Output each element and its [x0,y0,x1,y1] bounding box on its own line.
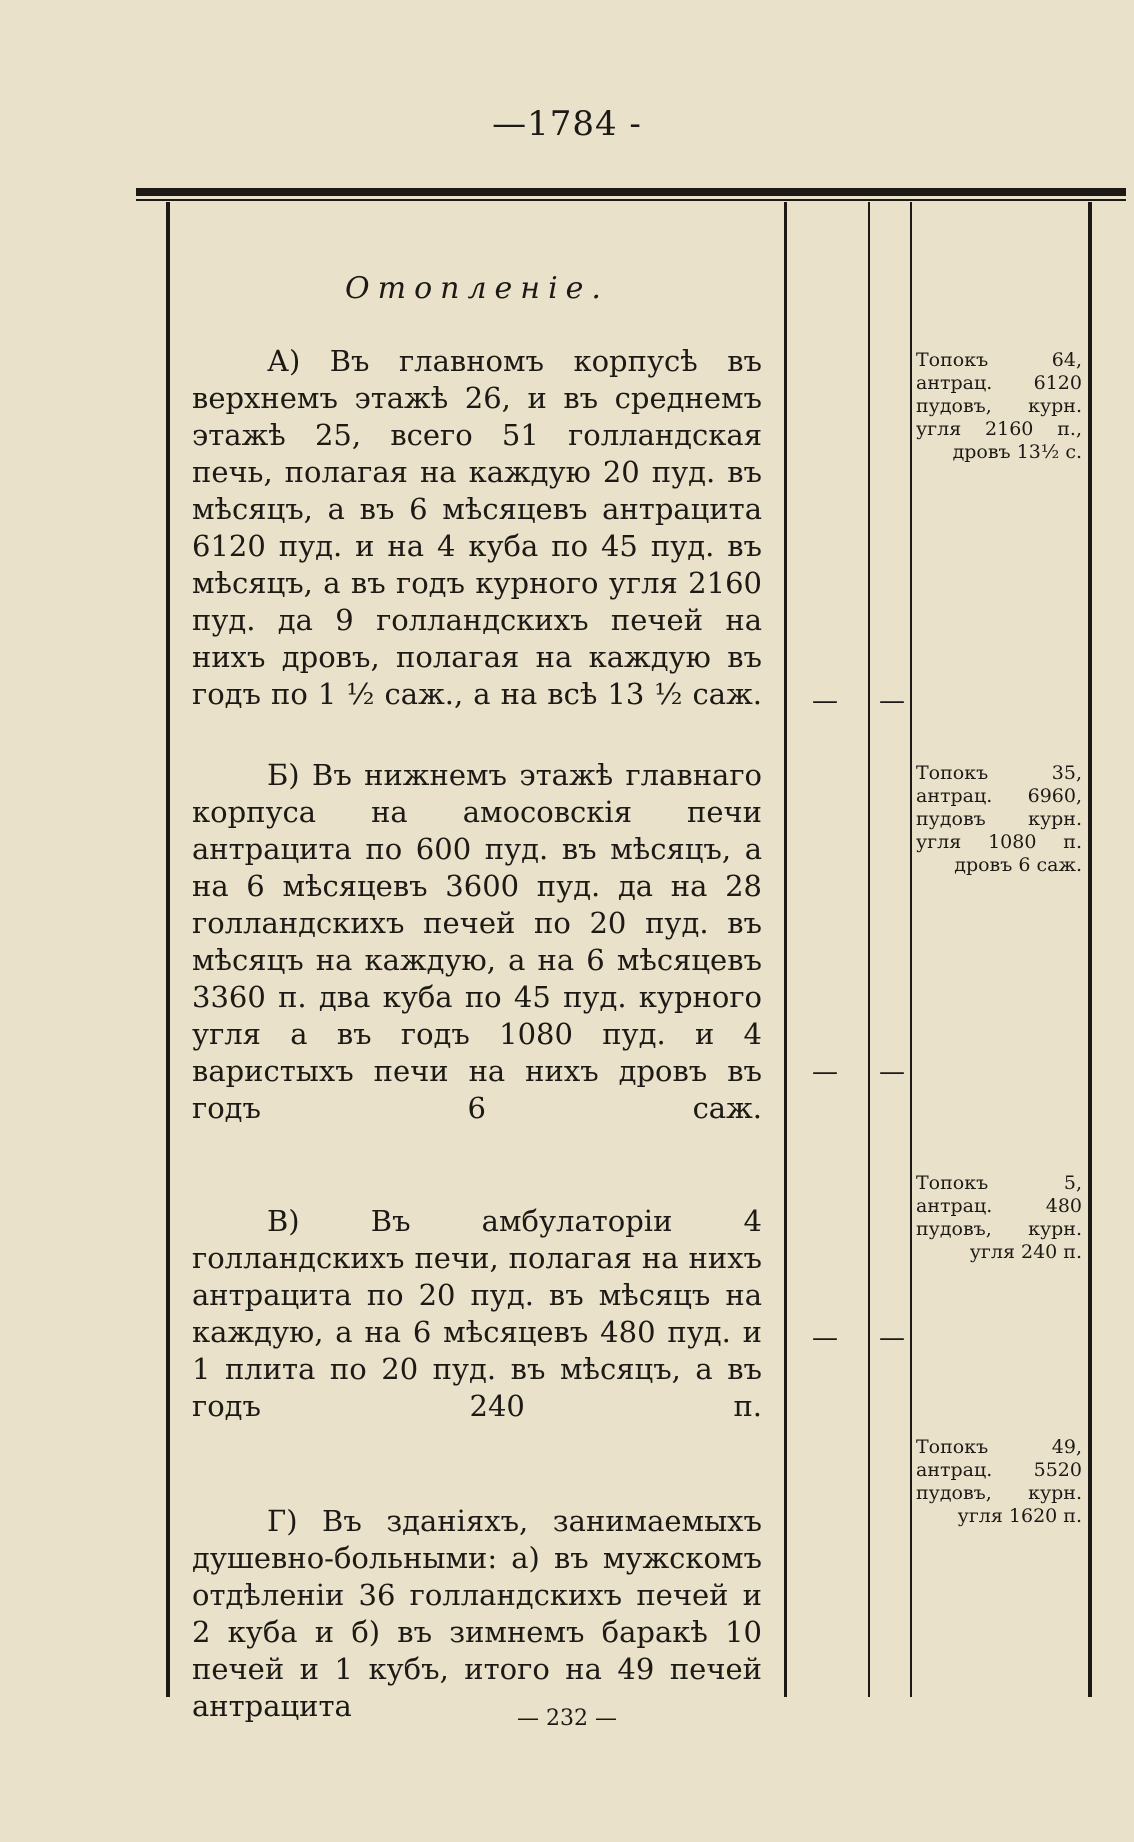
paragraph-v: В) Въ амбулаторіи 4 голландскихъ печи, полагая на нихъ антрацита по 20 пуд. въ мѣсяцъ на каждую, а на 6 мѣсяцевъ 480 пуд. и 1 плита по 20 пуд. въ мѣсяцъ, а въ годъ 240 п. [192,1204,762,1423]
top-rule-thin [136,199,1126,201]
dash-v-1: — [812,1323,838,1353]
column-divider-2 [868,202,870,1697]
main-text-column [192,270,762,1725]
paragraph-g: Г) Въ зданіяхъ, занимаемыхъ душевно-больными: а) въ мужскомъ отдѣленіи 36 голландскихъ печей и 2 куба и б) въ зимнемъ баракѣ 10 печей и 1 кубъ, итого на 49 печей антрацита [192,1504,762,1723]
dash-b-1: — [812,1057,838,1087]
note-a: Топокъ 64, антрац. 6120 пудовъ, курн. угля 2160 п., дровъ 13½ с. [916,349,1082,463]
note-b: Топокъ 35, антрац. 6960, пудовъ курн. угля 1080 п. дровъ 6 саж. [916,762,1082,876]
note-v: Топокъ 5, антрац. 480 пудовъ, курн. угля 240 п. [916,1172,1082,1263]
paragraph-b: Б) Въ нижнемъ этажѣ главнаго корпуса на амосовскія печи антрацита по 600 пуд. въ мѣсяцъ, а на 6 мѣсяцевъ 3600 пуд. да на 28 голландскихъ печей по 20 пуд. въ мѣсяцъ на каждую, а на 6 мѣсяцевъ 3360 п. два куба по 45 пуд. курного угля а въ годъ 1080 пуд. и 4 варистыхъ печи на нихъ дровъ въ годъ 6 саж. [192,758,762,1125]
section-title: Отопленіе. [345,271,609,306]
left-border-line [166,202,170,1697]
dash-v-2: — [879,1323,905,1353]
top-rule [136,188,1126,196]
paragraph-a: А) Въ главномъ корпусѣ въ верхнемъ этажѣ 26, и въ среднемъ этажѣ 25, всего 51 голландская печь, полагая на каждую 20 пуд. въ мѣсяцъ, а въ 6 мѣсяцевъ антрацита 6120 пуд. и на 4 куба по 45 пуд. въ мѣсяцъ, а въ годъ курного угля 2160 пуд. да 9 голландскихъ печей на нихъ дровъ, полагая на каждую въ годъ по 1 ½ саж., а на всѣ 13 ½ саж. [192,344,762,711]
note-g: Топокъ 49, антрац. 5520 пудовъ, курн. угля 1620 п. [916,1436,1082,1527]
dash-a-2: — [879,686,905,716]
dash-b-2: — [879,1057,905,1087]
column-divider-1 [784,202,787,1697]
column-divider-3 [910,202,912,1697]
page-number-top: —1784 - [492,104,642,144]
right-border-line [1088,202,1092,1697]
page-number-bottom: — 232 — [517,1706,617,1731]
dash-a-1: — [812,686,838,716]
